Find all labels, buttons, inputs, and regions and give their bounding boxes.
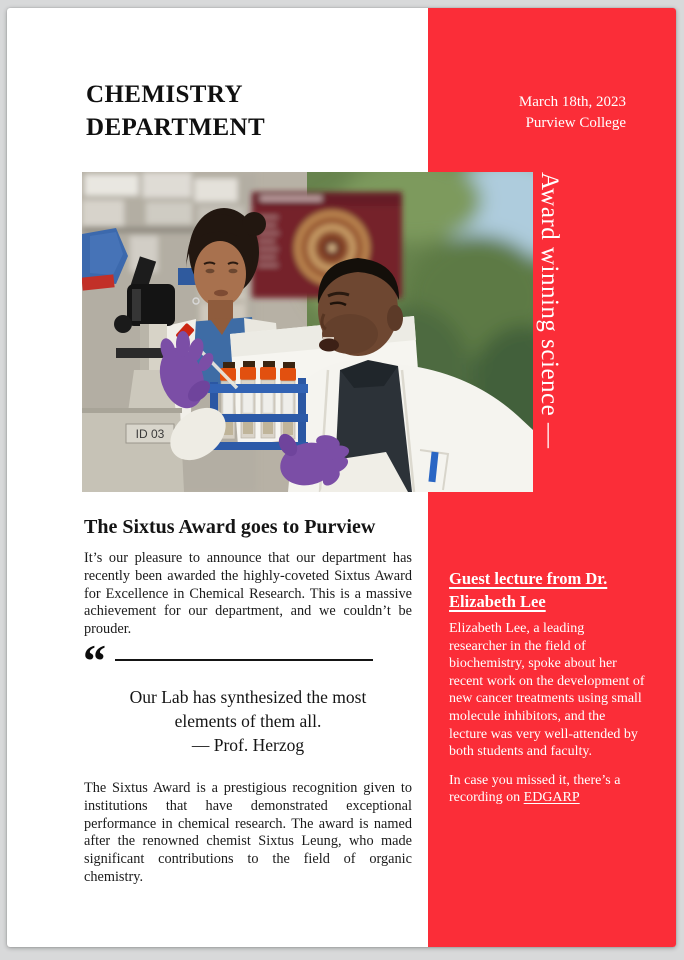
article-body-paragraph: The Sixtus Award is a prestigious recognition given to institutions that have demonstrated exceptional performance in chemical research. The award is named after the renowned chemist Sixtus Leung, who made significant contributions to the field of organic chemistry.	[84, 780, 412, 885]
quote-text: Our Lab has synthesized the most elements of them all.	[129, 687, 367, 731]
sidebar-note	[449, 772, 645, 807]
issue-date: March 18th, 2023	[518, 94, 626, 110]
sidebar	[428, 8, 676, 947]
sidebar-heading-link[interactable]: Guest lecture from Dr. Elizabeth Lee	[449, 569, 608, 611]
masthead-title-line1: CHEMISTRY	[86, 81, 243, 108]
article-heading: The Sixtus Award goes to Purview	[84, 516, 376, 538]
recording-link[interactable]: EDGARP	[523, 790, 580, 806]
masthead-title-line2: DEPARTMENT	[86, 114, 266, 141]
sidebar-body: Elizabeth Lee, a leading researcher in the field of biochemistry, spoke about her recent work on the development of new cancer treatments using small molecule inhibitors, and the lecture was very well-attended by both students and faculty.	[449, 621, 645, 760]
masthead-title	[86, 78, 265, 144]
sidebar-note-text: In case you missed it, there’s a recording on	[449, 772, 621, 806]
quote-rule	[115, 659, 373, 661]
quote-icon: “	[83, 635, 103, 686]
institution-name: Purview College	[525, 115, 626, 131]
vertical-tagline: Award winning science —	[536, 172, 563, 449]
pull-quote	[83, 635, 413, 757]
sidebar-content	[449, 567, 645, 807]
equipment-label: ID 03	[135, 427, 165, 441]
quote-attribution: — Prof. Herzog	[191, 735, 305, 756]
article-intro-paragraph: It’s our pleasure to announce that our department has recently been awarded the highly-coveted Sixtus Award for Excellence in Chemical Research. This is a massive achievement for our department, and we couldn’t be prouder.	[84, 550, 412, 638]
